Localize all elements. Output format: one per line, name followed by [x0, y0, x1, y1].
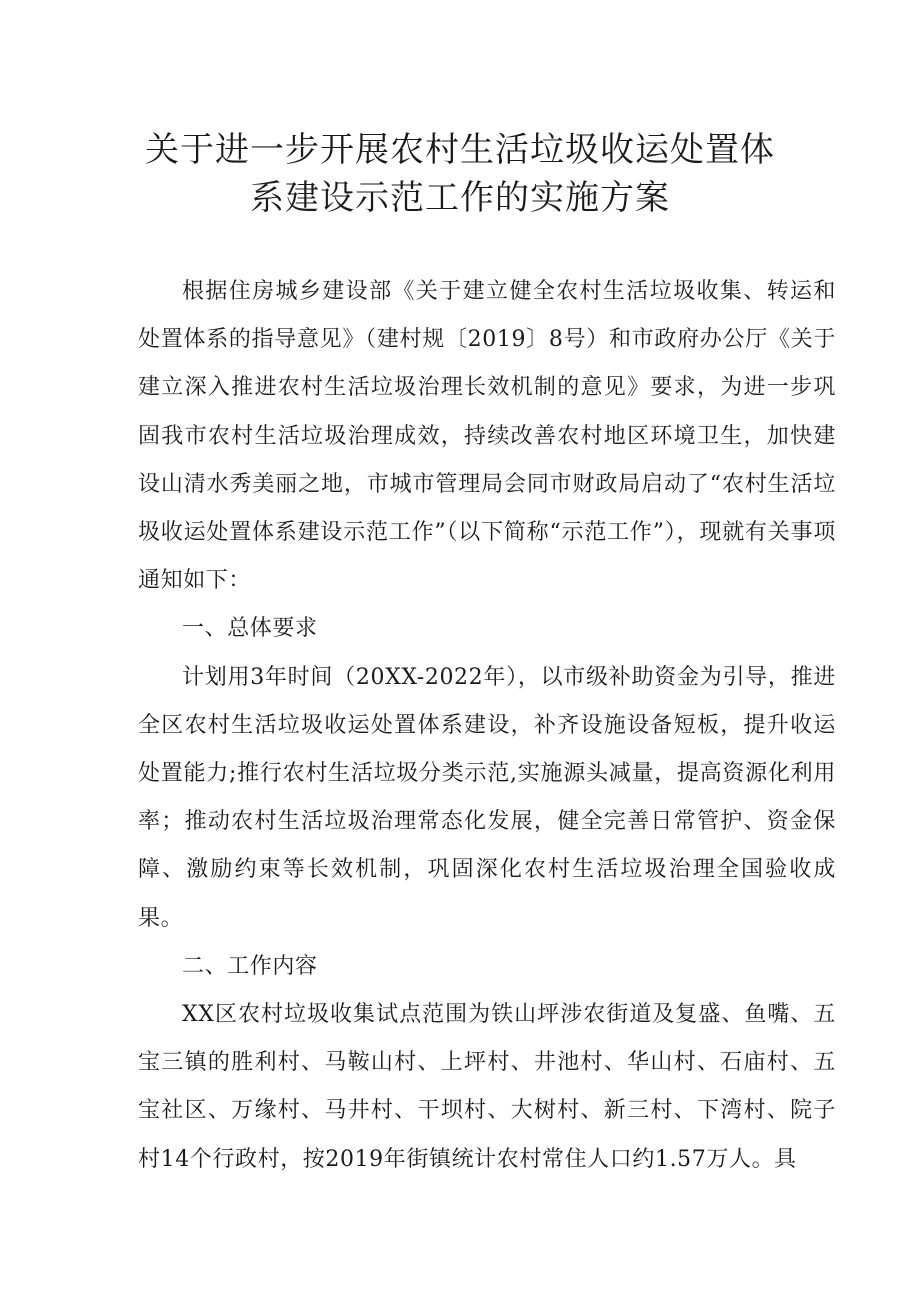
section-heading-general-requirements: 一、总体要求	[182, 616, 318, 642]
section-heading-work-content: 二、工作内容	[182, 953, 318, 979]
document-body	[138, 268, 836, 1184]
document-title-line-2: 系建设示范工作的实施方案	[250, 178, 670, 218]
work-content-paragraph: XX区农村垃圾收集试点范围为铁山坪涉农街道及复盛、鱼嘴、五宝三镇的胜利村、马鞍山村、上坪村、井池村、华山村、石庙村、五宝社区、万缘村、马井村、干坝村、大树村、新三村、下湾村、院子村14个行政村，按2019年街镇统计农村常住人口约1.57万人。具	[138, 1002, 836, 1172]
intro-paragraph: 根据住房城乡建设部《关于建立健全农村生活垃圾收集、转运和处置体系的指导意见》（建村规〔2019〕8号）和市政府办公厅《关于建立深入推进农村生活垃圾治理长效机制的意见》要求，为进一步巩固我市农村生活垃圾治理成效，持续改善农村地区环境卫生，加快建设山清水秀美丽之地，市城市管理局会同市财政局启动了“农村生活垃圾收运处置体系建设示范工作”（以下简称“示范工作”），现就有关事项通知如下：	[138, 279, 836, 594]
general-requirements-paragraph: 计划用3年时间（20XX-2022年），以市级补助资金为引导，推进全区农村生活垃圾收运处置体系建设，补齐设施设备短板，提升收运处置能力;推行农村生活垃圾分类示范,实施源头减量，提高资源化利用率；推动农村生活垃圾治理常态化发展，健全完善日常管护、资金保障、激励约束等长效机制，巩固深化农村生活垃圾治理全国验收成果。	[138, 664, 836, 931]
document-title-line-1: 关于进一步开展农村生活垃圾收运处置体	[145, 130, 775, 170]
